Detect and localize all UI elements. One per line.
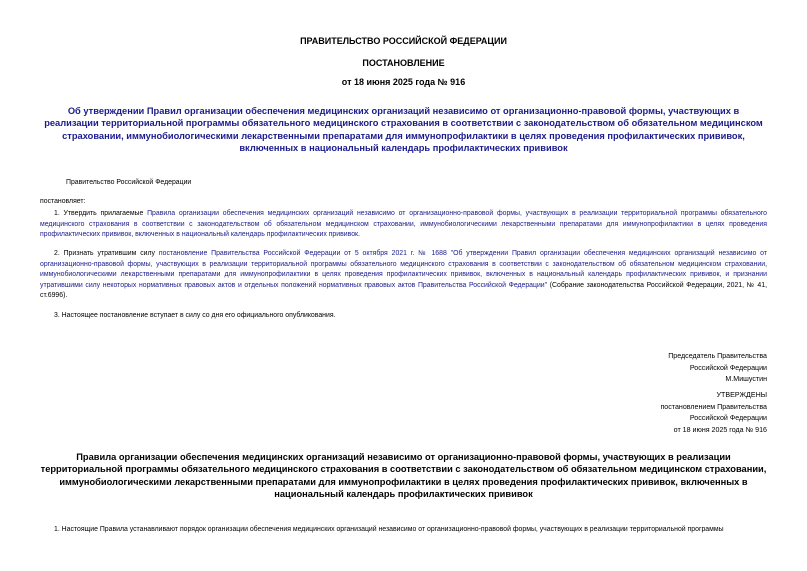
rules-title: Правила организации обеспечения медицинских организаций независимо от организационно-правовой формы, участвующих в реализации территориальной программы обязательного медицинского страхования в соответствии с законодательством об обязательном медицинском страховании, иммунобиологическими лекарственными препаратами для иммунопрофилактики в целях проведения профилактических прививок, включенных в национальный календарь профилактических прививок <box>40 452 767 500</box>
title-rules-link[interactable]: Правил организации обеспечения медицинских организаций независимо от организационно-правовой формы, участвующих в реализации территориальной программы обязательного медицинского страхования в соответствии с законодательством об обязательном медицинском страховании, иммунобиологическими лекарственными препаратами для иммунопрофилактики в целях проведения профилактических прививок, включенных в национальный календарь профилактических прививок <box>44 106 763 154</box>
rules-paragraph-1: 1. Настоящие Правила устанавливают порядок организации обеспечения медицинских организаций независимо от организационно-правовой формы, участвующих в реализации территориальной программы <box>54 526 724 533</box>
approval-block <box>660 390 767 436</box>
doc-date-number: от 18 июня 2025 года № 916 <box>341 77 466 87</box>
issuer-text: Правительство Российской Федерации <box>66 179 192 186</box>
government-heading: ПРАВИТЕЛЬСТВО РОССИЙСКОЙ ФЕДЕРАЦИИ <box>300 36 507 46</box>
signature-position: Председатель Правительства <box>668 352 767 360</box>
rules-link[interactable]: Правила организации обеспечения медицинских организаций независимо от организационно-правовой формы, участвующих в реализации территориальной программы обязательного медицинского страхования в соответствии с законодательством об обязательном медицинском страховании, иммунобиологическими лекарственными препаратами для иммунопрофилактики в целях проведения профилактических прививок, включенных в национальный календарь профилактических прививок <box>40 210 767 238</box>
doc-type-heading: ПОСТАНОВЛЕНИЕ <box>362 58 445 68</box>
paragraph-2 <box>40 249 767 302</box>
paragraph-3: 3. Настоящее постановление вступает в силу со дня его официального опубликования. <box>54 312 336 319</box>
paragraph-1 <box>40 209 767 241</box>
paragraph-1-end: . <box>358 231 360 238</box>
document-title <box>40 105 767 155</box>
signature-block <box>668 351 767 386</box>
approval-label: УТВЕРЖДЕНЫ <box>716 391 767 399</box>
approval-by: постановлением Правительства <box>660 402 767 411</box>
signature-country: Российской Федерации <box>689 363 767 372</box>
approval-country: Российской Федерации <box>689 414 767 422</box>
paragraph-1-start: 1. Утвердить прилагаемые <box>54 210 148 217</box>
signature-name: М.Мишустин <box>725 375 767 383</box>
repealed-resolution-link[interactable]: постановление Правительства Российской Федерации от 5 октября 2021 г. № 1688 "Об утверждении Правил организации обеспечения медицинских организаций независимо от организационно-правовой формы, участвующих в реализации территориальной программы обязательного медицинского страхования в соответствии с законодательством об обязательном медицинском страховании, иммунобиологическими лекарственными препаратами для иммунопрофилактики в целях проведения профилактических прививок, включенных в национальный календарь профилактических прививок, и признании утратившими силу некоторых нормативных правовых актов и отдельных положений нормативных правовых актов Правительства Российской Федерации" <box>40 250 767 289</box>
approval-date: от 18 июня 2025 года № 916 <box>673 425 767 434</box>
title-prefix: Об утверждении <box>67 106 145 116</box>
paragraph-2-start: 2. Признать утратившим силу <box>54 250 159 257</box>
paragraph-2-end: (Собрание законодательства Российской Федерации, 2021, № 41, ст.6996). <box>40 281 767 299</box>
resolves-text: постановляет: <box>40 198 86 205</box>
